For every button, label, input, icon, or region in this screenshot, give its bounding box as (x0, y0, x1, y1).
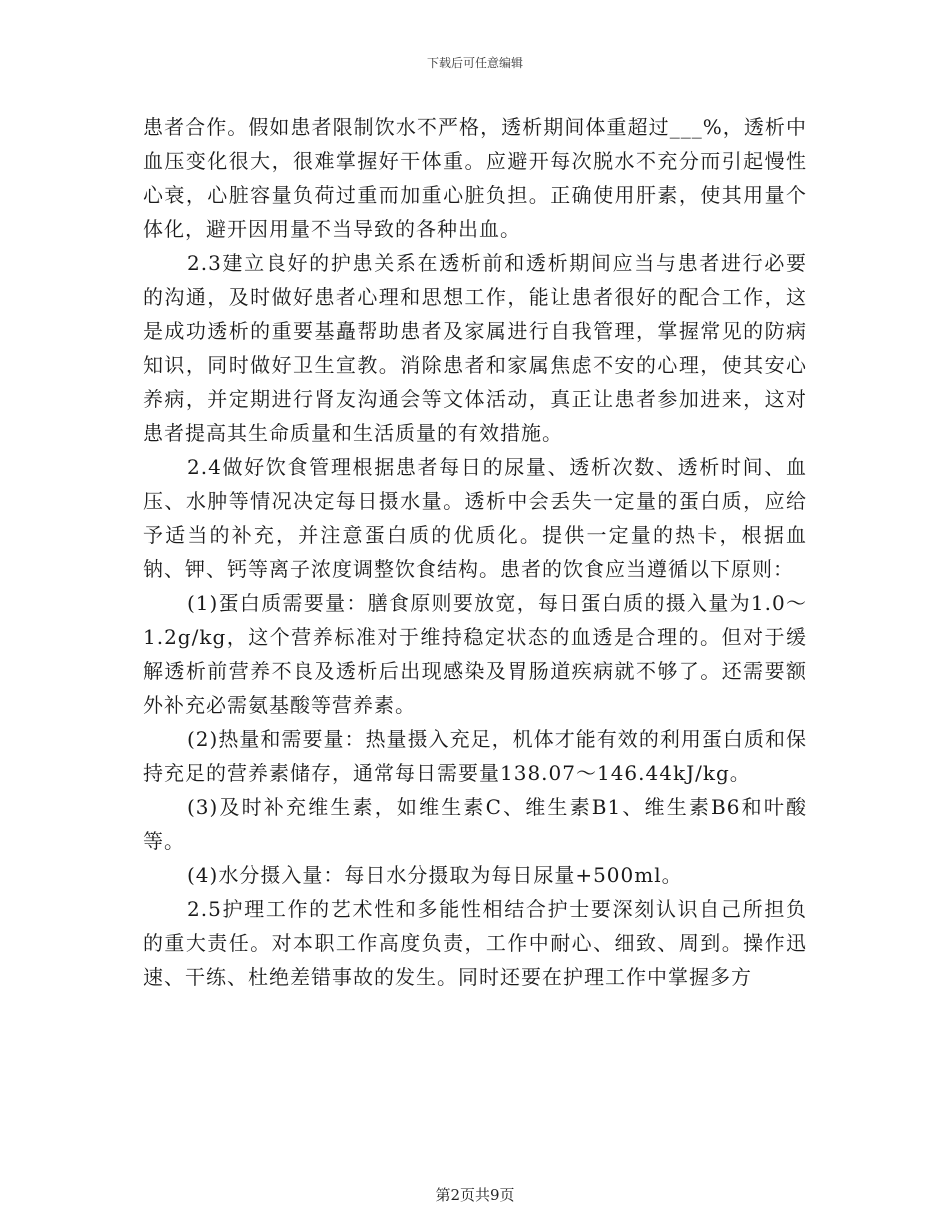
page-number: 第2页共9页 (435, 1186, 515, 1204)
paragraph-section-2-4: 2.4做好饮食管理根据患者每日的尿量、透析次数、透析时间、血压、水肿等情况决定每日摄水量。透析中会丢失一定量的蛋白质，应给予适当的补充，并注意蛋白质的优质化。提供一定量的热卡，根据血钠、钾、钙等离子浓度调整饮食结构。患者的饮食应当遵循以下原则： (143, 455, 807, 581)
paragraph-item-3-vitamins: (3)及时补充维生素，如维生素C、维生素B1、维生素B6和叶酸等。 (143, 795, 807, 853)
paragraph-item-1-protein: (1)蛋白质需要量：膳食原则要放宽，每日蛋白质的摄入量为1.0～1.2g/kg，这个营养标准对于维持稳定状态的血透是合理的。但对于缓解透析前营养不良及透析后出现感染及胃肠道疾病就不够了。还需要额外补充必需氨基酸等营养素。 (143, 591, 807, 717)
page-header: 下载后可任意编辑 (426, 56, 523, 70)
paragraph-section-2-5: 2.5护理工作的艺术性和多能性相结合护士要深刻认识自己所担负的重大责任。对本职工作高度负责，工作中耐心、细致、周到。操作迅速、干练、杜绝差错事故的发生。同时还要在护理工作中掌握多方 (143, 897, 807, 989)
paragraph-section-2-3: 2.3建立良好的护患关系在透析前和透析期间应当与患者进行必要的沟通，及时做好患者心理和思想工作，能让患者很好的配合工作，这是成功透析的重要基矗帮助患者及家属进行自我管理，掌握常见的防病知识，同时做好卫生宣教。消除患者和家属焦虑不安的心理，使其安心养病，并定期进行肾友沟通会等文体活动，真正让患者参加进来，这对患者提高其生命质量和生活质量的有效措施。 (143, 251, 807, 445)
document-body (143, 110, 807, 994)
paragraph-item-2-energy: (2)热量和需要量：热量摄入充足，机体才能有效的利用蛋白质和保持充足的营养素储存，通常每日需要量138.07～146.44kJ/kg。 (143, 727, 807, 785)
paragraph-continuation: 患者合作。假如患者限制饮水不严格，透析期间体重超过___%，透析中血压变化很大，很难掌握好干体重。应避开每次脱水不充分而引起慢性心衰，心脏容量负荷过重而加重心脏负担。正确使用肝素，使其用量个体化，避开因用量不当导致的各种出血。 (143, 115, 807, 241)
paragraph-item-4-water: (4)水分摄入量：每日水分摄取为每日尿量+500ml。 (187, 863, 683, 887)
